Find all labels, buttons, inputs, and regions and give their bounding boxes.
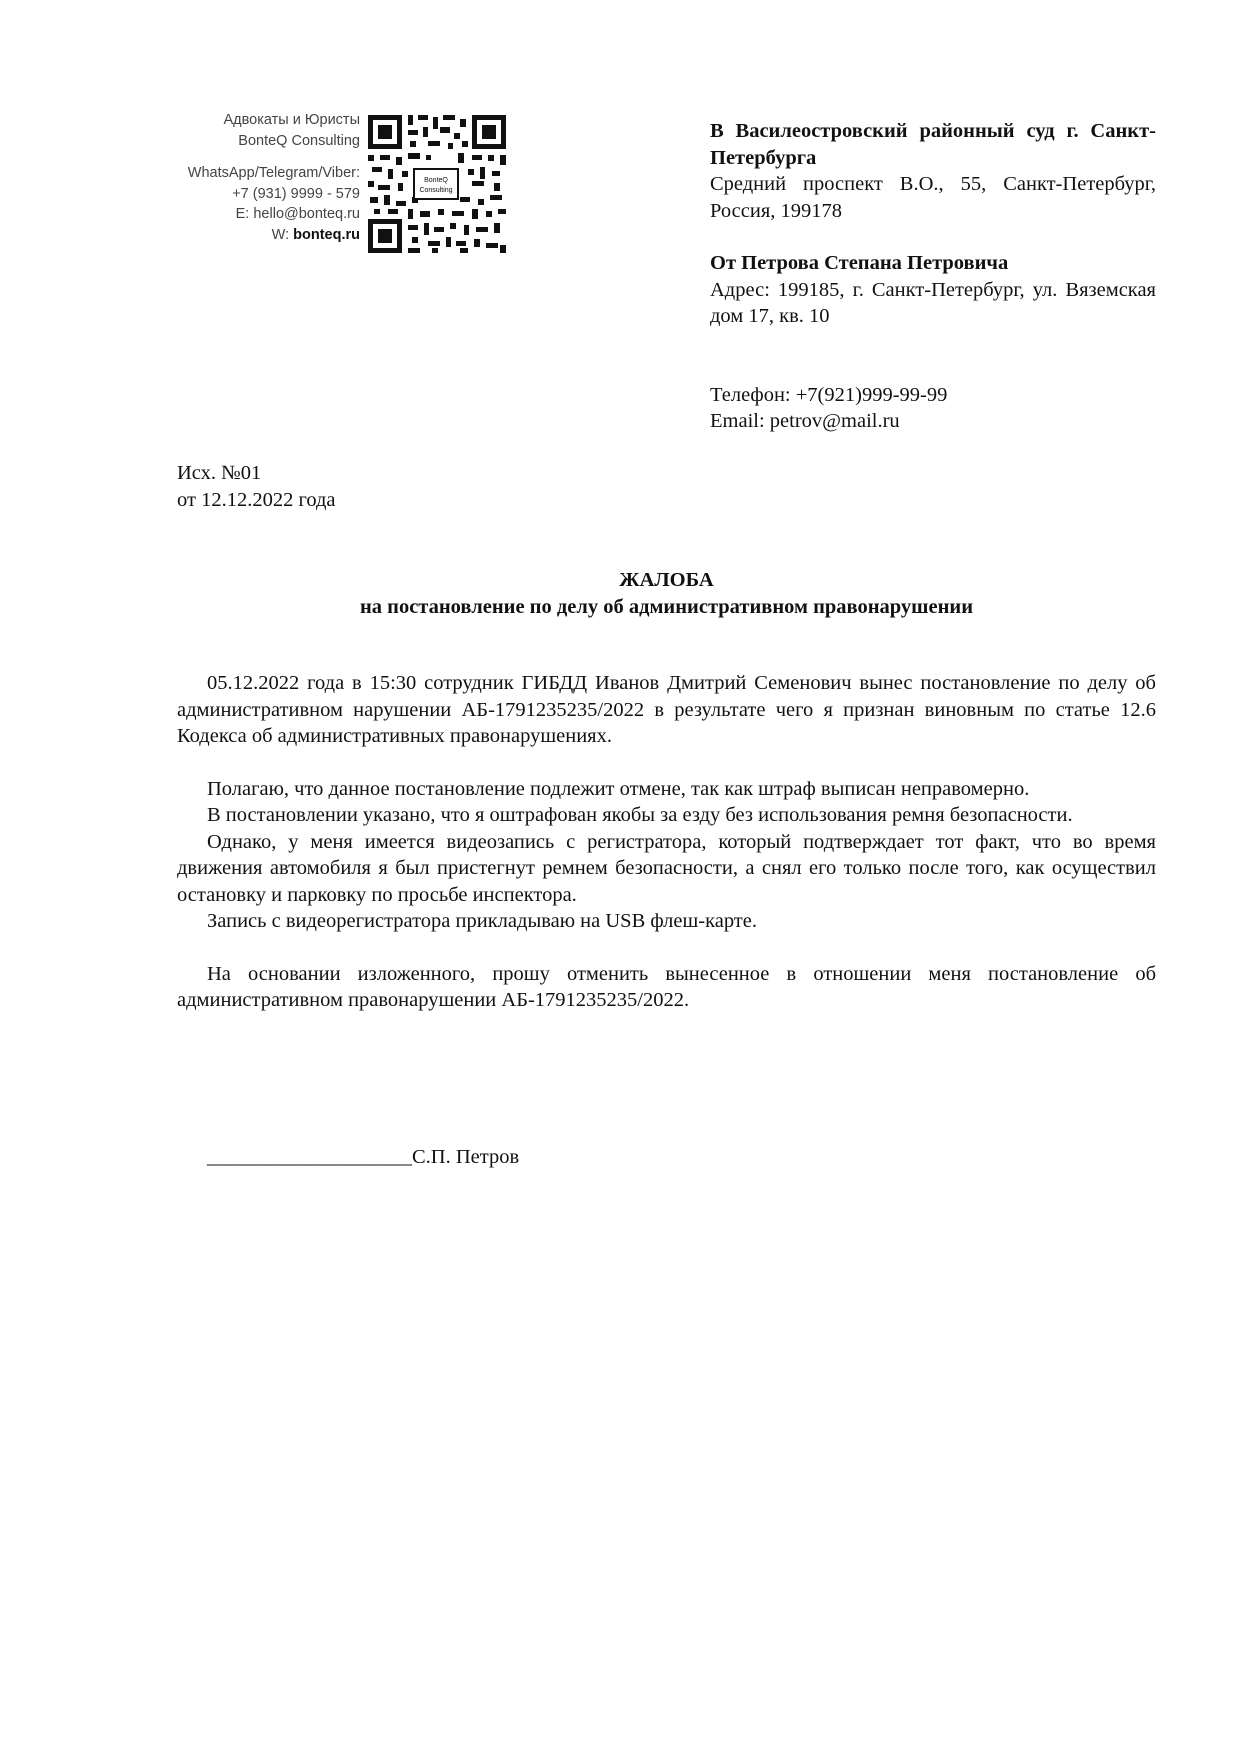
firm-brand: BonteQ Consulting: [238, 132, 360, 149]
outgoing-number: Исх. №01: [177, 462, 262, 484]
qr-code-icon: [368, 115, 506, 253]
outgoing-reference: [177, 460, 336, 513]
paragraph-decision: В постановлении указано, что я оштрафован якобы за езду без использования ремня безопасности.: [207, 804, 1073, 826]
paragraph-evidence: Однако, у меня имеется видеозапись с регистратора, который подтверждает тот факт, что во время движения автомобиля я был пристегнут ремнем безопасности, а снял его только после того, как осуществил остановку и парковку по просьбе инспектора.: [177, 830, 1156, 906]
addressee-block: [710, 118, 1156, 435]
sender-address: Адрес: 199185, г. Санкт-Петербург, ул. Вяземская дом 17, кв. 10: [710, 278, 1156, 327]
signature-block: [207, 1144, 519, 1171]
firm-phone: +7 (931) 9999 - 579: [232, 185, 360, 202]
court-name: В Василеостровский районный суд г. Санкт-Петербурга: [710, 120, 1156, 169]
court-block: [710, 118, 1156, 224]
sender-contacts: [710, 382, 1156, 435]
paragraph-request: На основании изложенного, прошу отменить вынесенное в отношении меня постановление об административном правонарушении АБ-1791235235/2022.: [177, 962, 1156, 1011]
paragraph-facts: 05.12.2022 года в 15:30 сотрудник ГИБДД Иванов Дмитрий Семенович вынес постановление по делу об административном нарушении АБ-1791235235/2022 в результате чего я признан виновным по статье 12.6 Кодекса об административных правонарушениях.: [177, 672, 1156, 747]
sender-phone: Телефон: +7(921)999-99-99: [710, 383, 948, 406]
title-sub: на постановление по делу об административном правонарушении: [359, 596, 974, 618]
title-main: ЖАЛОБА: [619, 569, 714, 591]
firm-name: Адвокаты и Юристы: [223, 112, 360, 128]
messengers-label: WhatsApp/Telegram/Viber:: [187, 165, 360, 181]
signature-name: С.П. Петров: [412, 1146, 520, 1168]
signature-line: ____________________: [207, 1146, 412, 1168]
outgoing-date: от 12.12.2022 года: [177, 488, 336, 511]
document-title: [177, 567, 1156, 621]
qr-logo-text-2: Consulting: [419, 187, 453, 194]
firm-email: E: hello@bonteq.ru: [235, 206, 360, 222]
sender-email: Email: petrov@mail.ru: [710, 410, 900, 432]
paragraph-attachment: Запись с видеорегистратора прикладываю на USB флеш-карте.: [207, 910, 757, 932]
qr-logo-text-1: BonteQ: [424, 177, 448, 184]
letterhead: [160, 110, 360, 245]
sender-name: От Петрова Степана Петровича: [710, 252, 1009, 274]
complaint-body: [177, 670, 1156, 1014]
court-address: Средний проспект В.О., 55, Санкт-Петербург, Россия, 199178: [710, 173, 1156, 222]
sender-block: [710, 250, 1156, 330]
firm-web-domain: bonteq.ru: [293, 226, 360, 243]
firm-web: W: bonteq.ru: [271, 226, 360, 243]
paragraph-position: Полагаю, что данное постановление подлежит отмене, так как штраф выписан неправомерно.: [207, 777, 1030, 800]
